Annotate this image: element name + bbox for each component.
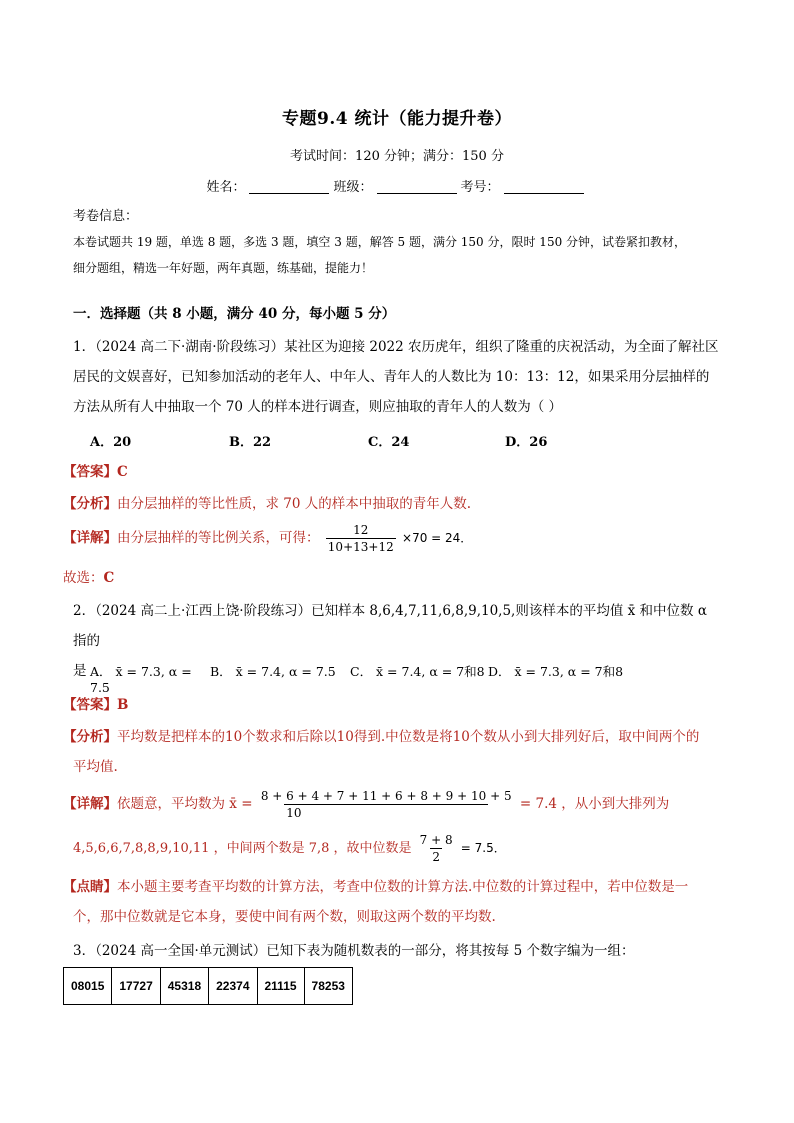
q2-mean-fraction [259,788,514,821]
q2-detail-mid: = 7.4 ，从小到大排列为 [519,796,670,812]
q1-option-a: A．20 [90,435,132,450]
table-cell: 78253 [304,968,352,1005]
q2-analysis [63,722,733,782]
q2-options [90,662,740,695]
q2-detail [63,788,733,821]
q2-detail-sorted [73,832,733,865]
q2-comment-text1: 本小题主要考查平均数的计算方法，考查中位数的计算方法.中位数的计算过程中，若中位数是一 [117,879,689,895]
q1-detail-suffix: ×70 = 24． [402,531,473,545]
q2-detail-tag: 【详解】 [63,796,117,812]
q2-option-a: A． x̄ = 7.3, α = 7.5 [90,664,192,695]
number-blank [504,179,584,194]
table-cell: 17727 [112,968,160,1005]
number-label: 考号： [460,180,500,195]
q1-conclusion-text: 故选： [63,570,104,586]
q2-option-c: C． x̄ = 7.4, α = 7和8 [350,664,485,679]
q1-analysis [63,494,713,514]
q1-line2: 居民的文娱喜好，已知参加活动的老年人、中年人、青年人的人数比为 10：13：12，如果采用分层抽样的 [73,369,710,385]
q1-option-c: C．24 [368,435,410,450]
q2-answer-value: B [117,697,129,713]
q1-analysis-tag: 【分析】 [63,496,117,512]
class-blank [377,179,457,194]
exam-info [73,205,723,281]
q1-detail [63,522,713,555]
q2-mean-fraction-num: 8 + 6 + 4 + 7 + 11 + 6 + 8 + 9 + 10 + 5 [260,789,512,803]
q2-sorted-text: 4,5,6,6,7,8,8,9,10,11 ，中间两个数是 7,8 ，故中位数是 [73,841,412,856]
q2-answer [63,695,713,715]
q2-analysis-text1: 平均数是把样本的10个数求和后除以10得到.中位数是将10个数从小到大排列好后，取中间两个的 [117,729,700,745]
q2-analysis-tag: 【分析】 [63,729,117,745]
q1-analysis-text: 由分层抽样的等比性质，求 70 人的样本中抽取的青年人数. [117,496,472,512]
table-row [64,968,353,1005]
table-cell: 22374 [209,968,257,1005]
q1-line1: 1．（2024 高二下·湖南·阶段练习）某社区为迎接 2022 农历虎年，组织了隆重的庆祝活动，为全面了解社区 [73,339,719,355]
q2-mean-fraction-den: 10 [284,804,488,821]
q1-fraction-num: 12 [353,523,369,537]
q1-answer [63,462,713,482]
q2-detail-prefix: 依题意，平均数为 x̄ = [117,796,253,812]
q1-answer-value: C [117,464,128,480]
q1-option-d: D．26 [505,435,548,450]
q1-line3: 方法从所有人中抽取一个 70 人的样本进行调查，则应抽取的青年人的人数为（ ） [73,399,563,415]
q1-detail-prefix: 由分层抽样的等比例关系，可得： [117,530,320,546]
section-heading: 一．选择题（共 8 小题，满分 40 分，每小题 5 分） [73,306,396,322]
q1-options [90,431,740,450]
question-3 [73,936,723,966]
q2-median-fraction-num: 7 + 8 [419,833,453,847]
exam-info-text1: 本卷试题共 19 题，单选 8 题，多选 3 题，填空 3 题，解答 5 题，满分 150 分，限时 150 分钟，试卷紧扣教材， [73,235,687,249]
page-title: 专题9.4 统计（能力提升卷） [282,109,512,129]
q1-option-b: B．22 [229,435,272,450]
q2-analysis-text2: 平均值. [73,759,118,775]
q2-line2: 是 [73,663,87,679]
table-cell: 45318 [160,968,208,1005]
q2-option-d: D． x̄ = 7.3, α = 7和8 [488,664,624,679]
q2-comment-text2: 个，那中位数就是它本身，要使中间有两个数，则取这两个数的平均数. [73,909,496,925]
q1-answer-tag: 【答案】 [63,464,117,480]
q2-detail-end: = 7.5． [460,841,506,855]
q2-comment [63,872,733,932]
q1-detail-tag: 【详解】 [63,530,117,546]
table-cell: 08015 [64,968,112,1005]
q1-conclusion [63,568,713,588]
question-1 [73,332,723,422]
exam-info-text2: 细分题组，精选一年好题，两年真题，练基础，提能力！ [73,261,374,275]
q1-fraction [326,522,396,555]
exam-info-label: 考卷信息： [73,209,139,224]
q3-line1: 3．（2024 高一全国·单元测试）已知下表为随机数表的一部分，将其按每 5 个数字编为一组： [73,943,635,959]
class-label: 班级： [333,180,373,195]
q2-option-b: B． x̄ = 7.4, α = 7.5 [210,664,336,679]
q2-comment-tag: 【点睛】 [63,879,117,895]
q2-median-fraction-den: 2 [432,850,440,864]
q1-conclusion-answer: C [103,570,115,586]
name-blank [249,179,329,194]
q2-median-fraction [418,832,455,865]
exam-time-subtitle: 考试时间：120 分钟；满分：150 分 [290,149,504,164]
student-info-line [0,176,794,195]
q2-answer-tag: 【答案】 [63,697,117,713]
name-label: 姓名： [206,180,246,195]
q1-fraction-den: 10+13+12 [327,540,394,554]
random-number-table [63,967,353,1005]
table-cell: 21115 [257,968,304,1005]
q2-line1: 2．（2024 高二上·江西上饶·阶段练习）已知样本 8,6,4,7,11,6,8,9,10,5,则该样本的平均值 x̄ 和中位数 α 指的 [73,603,707,649]
